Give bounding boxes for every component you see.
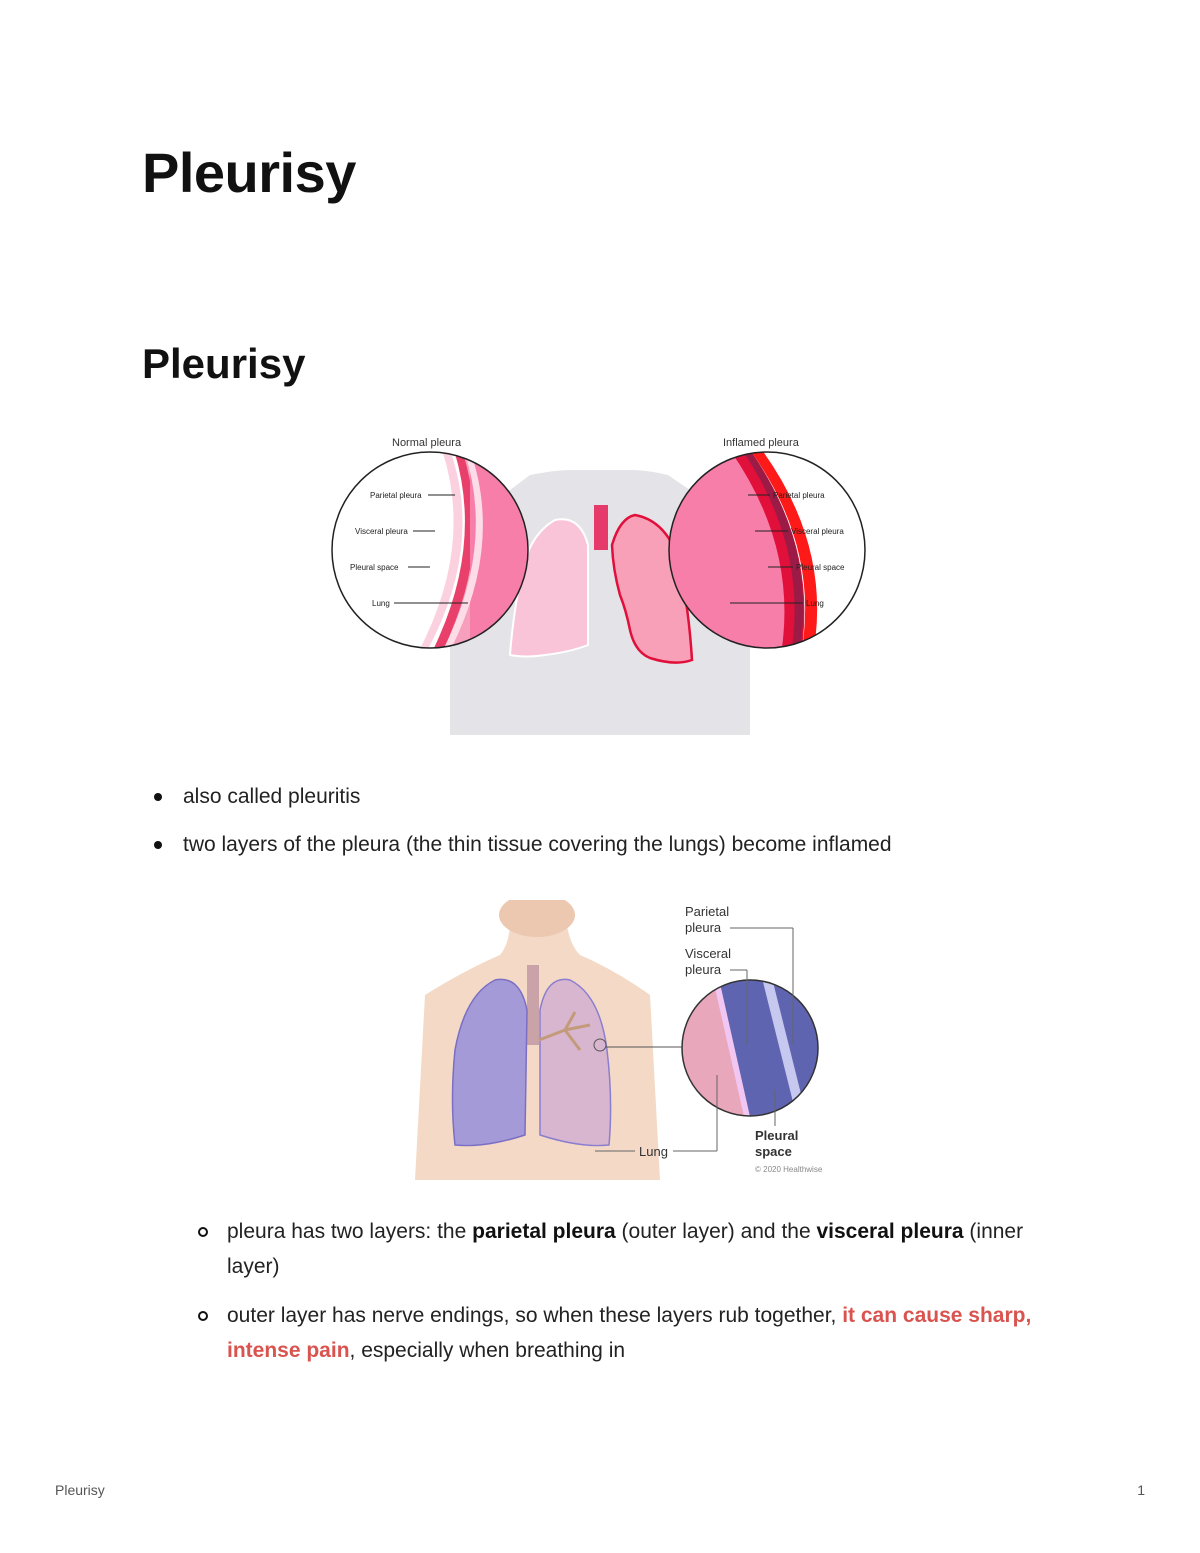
page-title: Pleurisy [142, 141, 356, 204]
section-heading: Pleurisy [142, 340, 306, 387]
footer-page-number: 1 [1137, 1482, 1145, 1498]
label-pleural-line2: space [755, 1144, 792, 1159]
pleura-magnifier-detail [682, 970, 835, 1130]
pleura-comparison-figure [330, 430, 870, 735]
label-parietal-line1: Parietal [685, 904, 730, 919]
label-visceral-left: Visceral pleura [355, 527, 408, 536]
label-visceral-line1: Visceral [685, 946, 732, 961]
label-lung-detail: Lung [639, 1144, 668, 1159]
trachea-detail [527, 965, 539, 1045]
label-parietal-line2: pleura [685, 920, 722, 935]
label-parietal-right: Parietal pleura [773, 491, 825, 500]
label-pleural-space-left: Pleural space [350, 563, 399, 572]
bullet-item: two layers of the pleura (the thin tissue covering the lungs) become inflamed [150, 830, 1100, 860]
label-visceral-line2: pleura [685, 962, 722, 977]
label-lung-left: Lung [372, 599, 390, 608]
figure-copyright: © 2020 Healthwise [755, 1165, 823, 1174]
label-pleural-line1: Pleural [755, 1128, 799, 1143]
term-parietal-pleura: parietal pleura [472, 1220, 616, 1243]
sub-bullet-item: pleura has two layers: the parietal pleura (outer layer) and the visceral pleura (inner layer) [195, 1214, 1055, 1284]
sub-bullet-list [195, 1214, 1055, 1382]
trachea [594, 505, 608, 550]
normal-pleura-title: Normal pleura [392, 437, 462, 449]
label-parietal-left: Parietal pleura [370, 491, 422, 500]
inflamed-pleura-title: Inflamed pleura [723, 437, 799, 449]
sub-bullet-item: outer layer has nerve endings, so when these layers rub together, it can cause sharp, intense pain, especially when breathing in [195, 1298, 1055, 1368]
label-pleural-space-right: Pleural space [796, 563, 845, 572]
lung-pleura-detail-figure [415, 900, 835, 1180]
highlighted-pain-text: it can cause sharp, intense pain [227, 1304, 1032, 1362]
label-visceral-right: Visceral pleura [791, 527, 844, 536]
bullet-item: also called pleuritis [150, 782, 1100, 812]
term-visceral-pleura: visceral pleura [816, 1220, 964, 1243]
footer-document-title: Pleurisy [55, 1482, 105, 1498]
bullet-list [150, 782, 1100, 878]
label-lung-right: Lung [806, 599, 824, 608]
